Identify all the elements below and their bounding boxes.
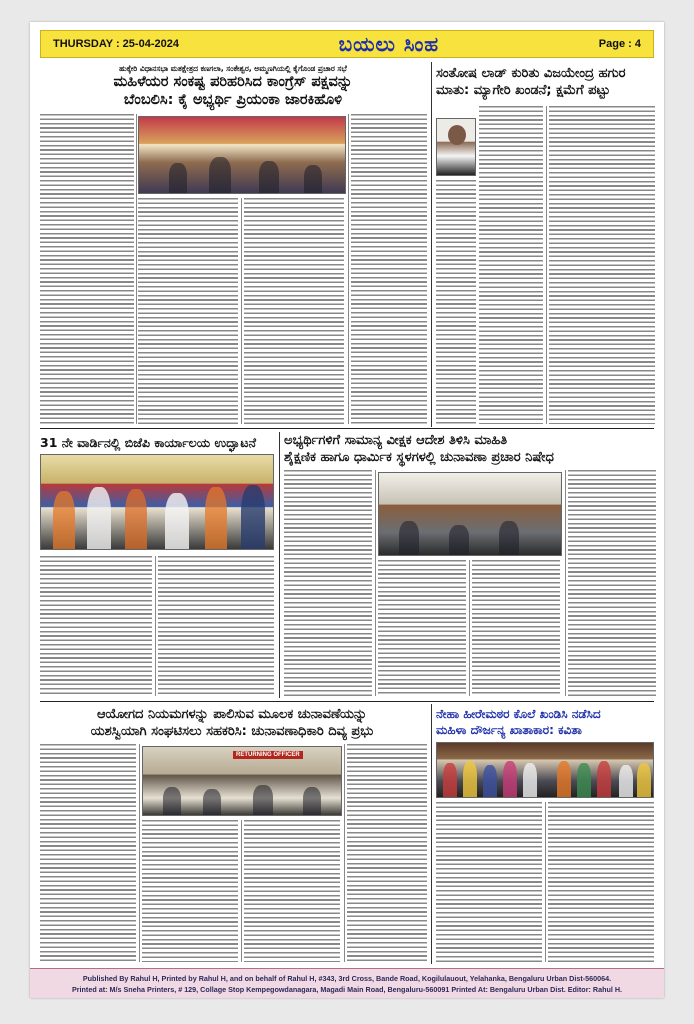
- imprint-line-1: Published By Rahul H, Printed by Rahul H, and on behalf of Rahul H, #343, 3rd Cross, Bande Road, Kogilulauout, Yelahanka, Bengaluru Urban Dist-560064.: [82, 974, 612, 983]
- neha-story-headline-1: ನೇಹಾ ಹೀರೇಮಠರ ಕೊಲೆ ಖಂಡಿಸಿ ನಡೆಸಿದ: [436, 707, 601, 721]
- imprint-footer: [30, 968, 664, 998]
- observer-story-headline-1: ಅಭ್ಯರ್ಥಿಗಳಿಗೆ ಸಾಮಾನ್ಯ ವೀಕ್ಷಕ ಆದೇಶ ತಿಳಿಸಿ ಮಾಹಿತಿ: [284, 433, 508, 448]
- main-story-headline-1: ಮಹಿಳೆಯರ ಸಂಕಷ್ಟ ಪರಿಹರಿಸಿದ ಕಾಂಗ್ರೆಸ್ ಪಕ್ಷವನ್ನು: [113, 74, 353, 90]
- returning-officer-banner: RETURNING OFFICER: [233, 751, 303, 759]
- main-story-column-4: [351, 114, 427, 424]
- commission-story-column-3: [244, 820, 340, 962]
- neha-story-headline-2: ಮಹಿಳಾ ದೌರ್ಜನ್ಯ ಖಾತಾಕಾರ: ಕವಿತಾ: [436, 723, 582, 737]
- santosh-story-headline-2: ಮಾತು: ಮ್ಯಾಗೇರಿ ಖಂಡನೆ; ಕ್ಷಮೆಗೆ ಪಟ್ಟು: [436, 83, 611, 98]
- observer-story-headline-2: ಶೈಕ್ಷಣಿಕ ಹಾಗೂ ಧಾರ್ಮಿಕ ಸ್ಥಳಗಳಲ್ಲಿ ಚುನಾವಣಾ ಪ್ರಚಾರ ನಿಷೇಧ: [284, 450, 554, 465]
- main-story-column-2: [138, 198, 238, 424]
- commission-meeting-photo: [142, 746, 342, 816]
- santosh-story-column-1: [479, 106, 543, 424]
- santosh-portrait-photo: [436, 118, 476, 176]
- newspaper-title: ಬಯಲು ಸಿಂಹ: [338, 32, 440, 56]
- newspaper-page: [30, 22, 664, 998]
- observer-story-column-3: [472, 560, 560, 696]
- santosh-story-column-2: [549, 106, 655, 424]
- imprint-line-2: Printed at: M/s Sneha Printers, # 129, Collage Stop Kempegowdanagara, Magadi Main Road, Bengaluru-560091 Printed At: Bengaluru Urban Dist. Editor: Rahul H.: [71, 985, 623, 994]
- main-story-kicker: ಹುಕ್ಕೇರಿ ವಿಧಾನಸಭಾ ಮತಕ್ಷೇತ್ರದ ಕಣಗಲಾ, ಸಂಕೇಶ್ವರ, ಅಮ್ಮಣಗಿಯಲ್ಲಿ ಕೈಗೊಂಡ ಪ್ರಚಾರ ಸಭೆ: [119, 64, 347, 73]
- main-story-photo: [138, 116, 346, 194]
- commission-story-column-1: [40, 744, 136, 962]
- santosh-story-headline-1: ಸಂತೋಷ ಲಾಡ್ ಕುರಿತು ವಿಜಯೇಂದ್ರ ಹಗುರ: [436, 66, 626, 81]
- bjp-story-column-2: [158, 556, 274, 696]
- observer-story-column-4: [568, 470, 656, 696]
- bjp-story-headline: 31 ನೇ ವಾರ್ಡಿನಲ್ಲಿ ಬಿಜೆಪಿ ಕಾರ್ಯಾಲಯ ಉದ್ಘಾಟನೆ: [40, 435, 257, 450]
- santosh-story-column-1b: [436, 180, 476, 424]
- masthead: [40, 30, 654, 58]
- neha-story-column-1: [436, 802, 542, 962]
- commission-story-headline-1: ಆಯೋಗದ ನಿಯಮಗಳನ್ನು ಪಾಲಿಸುವ ಮೂಲಕ ಚುನಾವಣೆಯನ್ನು: [96, 707, 368, 722]
- observer-meeting-photo: [378, 472, 562, 556]
- commission-story-column-4: [347, 744, 427, 962]
- observer-story-column-2: [378, 560, 466, 696]
- observer-story-column-1: [284, 470, 372, 696]
- main-story-headline-2: ಬೆಂಬಲಿಸಿ: ಕೈ ಅಭ್ಯರ್ಥಿ ಪ್ರಿಯಂಕಾ ಜಾರಕಿಹೊಳಿ: [123, 92, 343, 108]
- issue-date: THURSDAY : 25-04-2024: [53, 38, 179, 50]
- main-story-column-3: [244, 198, 344, 424]
- neha-protest-photo: [436, 742, 654, 798]
- bjp-office-photo: [40, 454, 274, 550]
- main-story-column-1: [40, 114, 134, 424]
- page-number: Page : 4: [598, 38, 641, 50]
- bjp-story-column-1: [40, 556, 152, 696]
- commission-story-column-2: [142, 820, 238, 962]
- commission-story-headline-2: ಯಶಸ್ವಿಯಾಗಿ ಸಂಘಟಿಸಲು ಸಹಕರಿಸಿ: ಚುನಾವಣಾಧಿಕಾರಿ ದಿವ್ಯ ಪ್ರಭು: [90, 724, 374, 739]
- neha-story-column-2: [548, 802, 654, 962]
